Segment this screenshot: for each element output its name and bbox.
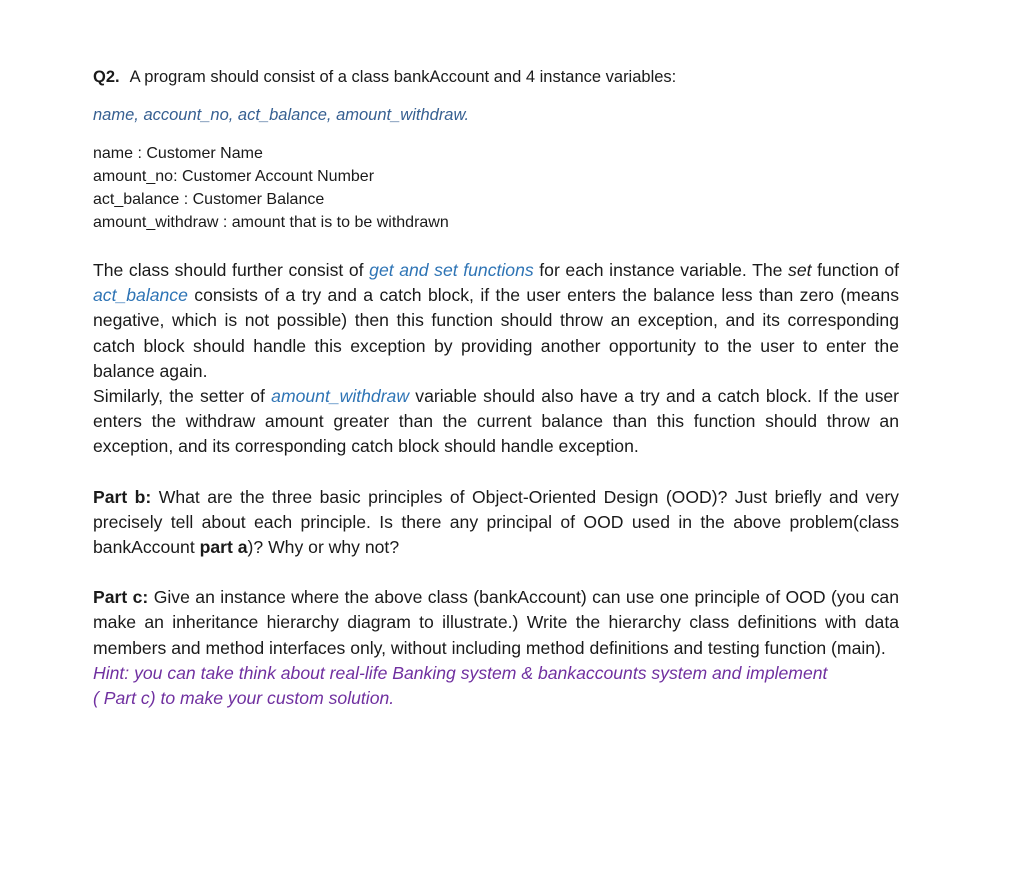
definition-amount-withdraw: amount_withdraw : amount that is to be withdrawn — [93, 214, 449, 231]
act-balance-term: act_balance — [93, 285, 188, 306]
hint-paragraph — [93, 661, 899, 711]
part-a-block — [93, 258, 899, 460]
part-c-label: Part c: — [93, 587, 149, 608]
definition-act-balance: act_balance : Customer Balance — [93, 191, 325, 208]
variable-definitions — [93, 142, 899, 234]
get-set-functions-term: get and set functions — [369, 260, 534, 280]
part-a-paragraph-2 — [93, 384, 899, 460]
part-b-label: Part b: — [93, 486, 152, 507]
question-heading — [93, 66, 899, 88]
amount-withdraw-term: amount_withdraw — [271, 386, 410, 407]
text-run: Give an instance where the above class (bankAccount) can use one principle of OOD (you can make an inheritance hierarchy diagram to illustrate.) Write the hierarchy class definitions with data members and method interfaces only, without including method definitions and testing function (main). — [93, 587, 899, 658]
text-run: )? Why or why not? — [247, 537, 400, 558]
text-run: for each instance variable. The — [533, 260, 789, 280]
hint-line-1: Hint: you can take think about real-life Banking system & bankaccounts system and implement — [93, 662, 828, 683]
question-number: Q2. — [93, 68, 120, 86]
part-c-block — [93, 585, 899, 711]
text-run: The class should further consist of — [93, 260, 370, 280]
question-intro: A program should consist of a class bankAccount and 4 instance variables: — [129, 68, 677, 86]
text-run: function of — [811, 260, 900, 280]
part-a-reference: part a — [199, 537, 248, 558]
part-b-paragraph — [93, 485, 899, 561]
text-run: What are the three basic principles of Object-Oriented Design (OOD)? Just briefly and very precisely tell about each principle. Is there any principal of OOD used in the above problem(class bankAccount — [93, 486, 899, 558]
hint-line-2: ( Part c) to make your custom solution. — [93, 688, 395, 709]
part-a-paragraph-1 — [93, 258, 899, 384]
part-c-paragraph — [93, 585, 899, 661]
instance-variables-line: name, account_no, act_balance, amount_withdraw. — [93, 106, 470, 124]
definition-name: name : Customer Name — [93, 145, 263, 162]
definition-account-no: amount_no: Customer Account Number — [93, 168, 375, 185]
set-term: set — [788, 260, 812, 280]
text-run: consists of a try and a catch block, if the user enters the balance less than zero (means negative, which is not possible) then this function should throw an exception, and its corresponding catch block should handle this exception by providing another opportunity to the user to enter the balance again. — [93, 285, 899, 381]
text-run: variable should also have a try and a catch block. If the user enters the withdraw amount greater than the current balance than this function should throw an exception, and its corresponding catch block should handle exception. — [93, 386, 900, 457]
document-body — [93, 66, 899, 711]
text-run: Similarly, the setter of — [93, 386, 272, 407]
